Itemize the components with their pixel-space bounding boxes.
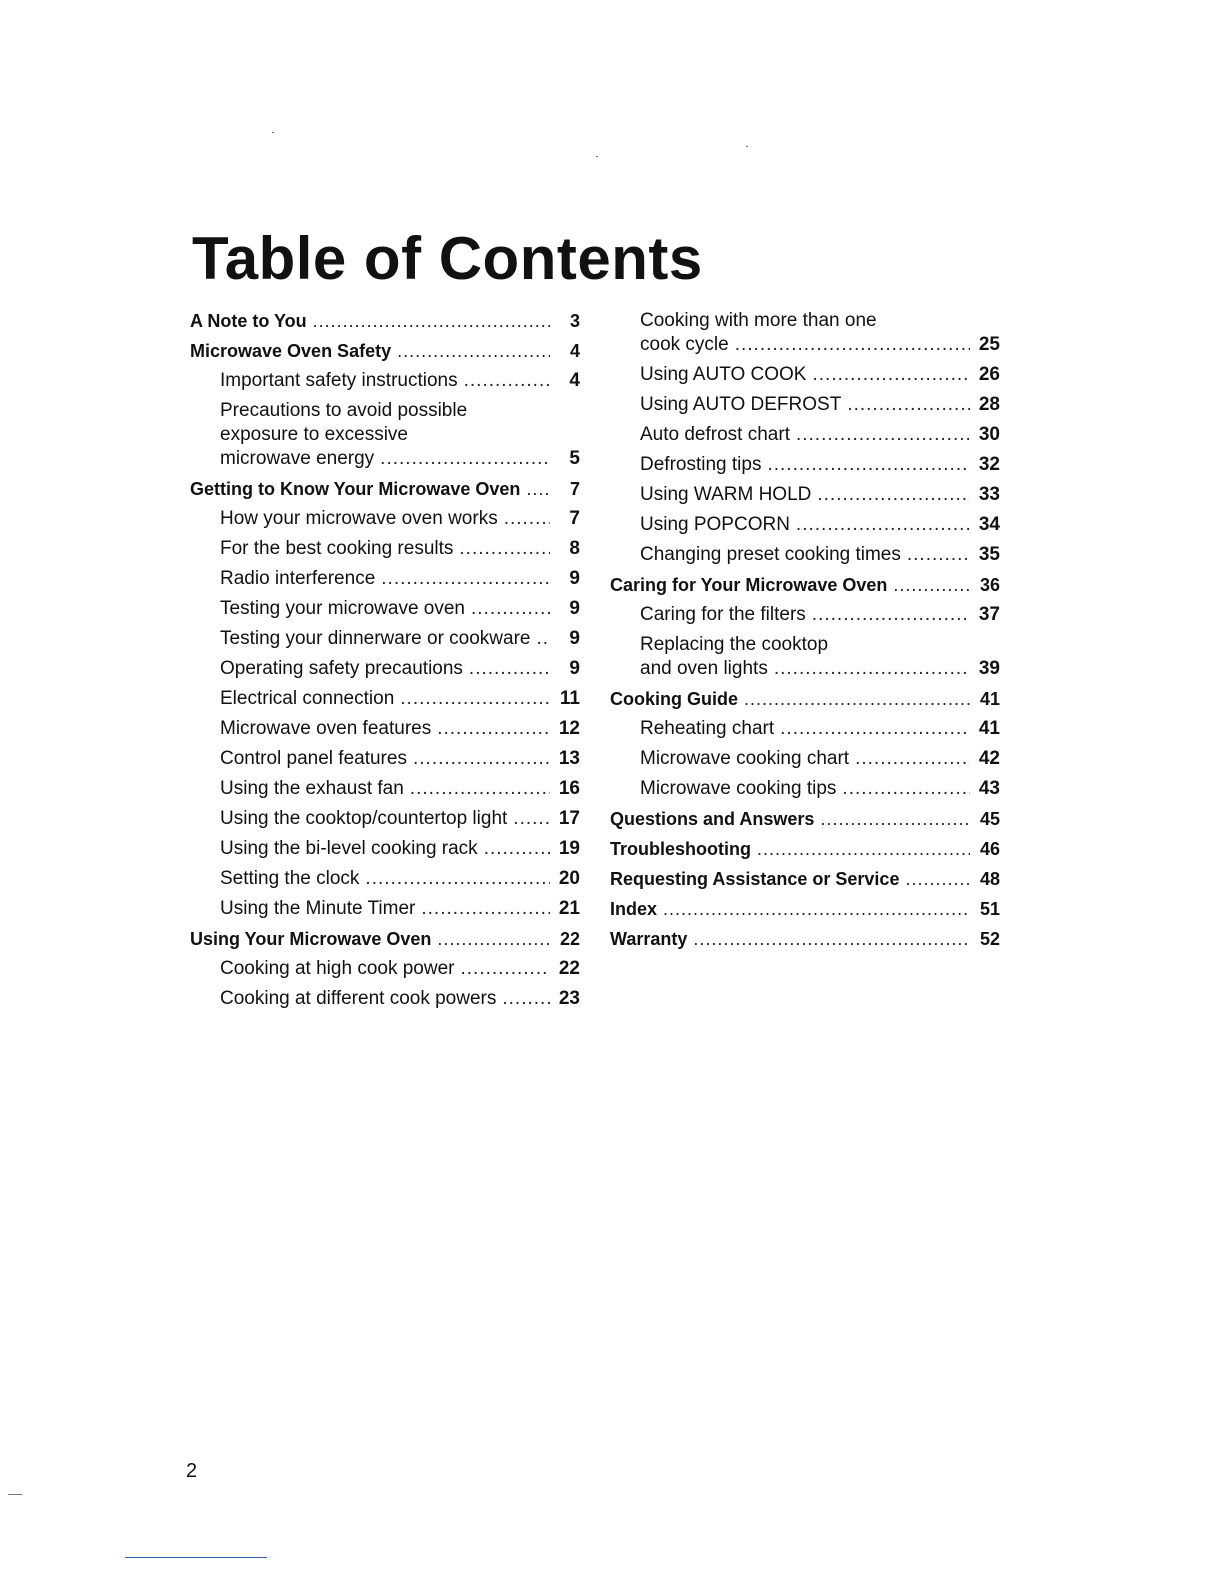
toc-page-number: 34 [978, 514, 1000, 535]
dot-leader [820, 807, 970, 831]
toc-page-number: 41 [979, 689, 1000, 709]
toc-entry-title: Requesting Assistance or Service [610, 869, 900, 889]
toc-subsection-entry [220, 807, 580, 831]
dot-leader [780, 717, 970, 741]
dot-leader [526, 477, 550, 501]
toc-subsection-entry [640, 483, 1000, 507]
toc-section-entry [610, 573, 1000, 597]
toc-subsection-entry [220, 627, 580, 651]
dot-leader [464, 369, 550, 393]
dot-leader [380, 447, 550, 471]
toc-entry-title: Warranty [610, 929, 688, 949]
toc-section-entry [610, 687, 1000, 711]
toc-subsection-entry [220, 837, 580, 861]
dot-leader [484, 837, 550, 861]
dot-leader [513, 807, 550, 831]
dot-leader [744, 687, 970, 711]
dot-leader [460, 957, 550, 981]
toc-page-number: 30 [978, 424, 1000, 445]
scan-speck [272, 132, 274, 133]
toc-subsection-entry [220, 867, 580, 891]
toc-entry-title: and oven lights [640, 658, 768, 679]
toc-subsection-entry [220, 507, 580, 531]
toc-entry-title: Microwave cooking chart [640, 748, 850, 769]
toc-subsection-entry [220, 747, 580, 771]
dot-leader [537, 627, 551, 651]
toc-section-entry [190, 927, 580, 951]
dot-leader [817, 483, 970, 507]
toc-entry-title-line: Replacing the cooktop [640, 634, 829, 655]
toc-subsection-entry [640, 393, 1000, 417]
page-title: Table of Contents [192, 225, 703, 292]
toc-entry-title: Using POPCORN [640, 514, 790, 535]
toc-page-number: 5 [569, 448, 580, 469]
toc-subsection-entry [220, 717, 580, 741]
toc-subsection-entry [640, 603, 1000, 627]
dot-leader [437, 717, 550, 741]
toc-entry-title: Changing preset cooking times [640, 544, 901, 565]
scan-speck [8, 1494, 22, 1495]
toc-entry-title: Questions and Answers [610, 809, 815, 829]
toc-section-entry [610, 837, 1000, 861]
toc-page-number: 4 [569, 341, 580, 361]
toc-left-column [190, 309, 580, 1011]
dot-leader [847, 393, 970, 417]
dot-leader [812, 363, 970, 387]
toc-entry-title-line: Cooking with more than one [640, 310, 877, 331]
toc-section-entry [190, 339, 580, 363]
toc-subsection-entry [220, 897, 580, 921]
toc-page-number: 25 [978, 334, 1000, 355]
toc-page-number: 22 [558, 958, 580, 979]
toc-entry-title: Control panel features [220, 748, 407, 769]
toc-subsection-entry [220, 567, 580, 591]
toc-entry-title: How your microwave oven works [220, 508, 498, 529]
toc-subsection-entry [640, 633, 1000, 681]
toc-entry-title: Index [610, 899, 658, 919]
dot-leader [502, 987, 550, 1011]
toc-page-number: 23 [558, 988, 580, 1009]
toc-subsection-entry [220, 657, 580, 681]
toc-entry-title: Using the cooktop/countertop light [220, 808, 508, 829]
dot-leader [735, 333, 970, 357]
dot-leader [413, 747, 550, 771]
toc-entry-title: Using the bi-level cooking rack [220, 838, 478, 859]
toc-page-number: 36 [979, 575, 1000, 595]
toc-section-entry [610, 897, 1000, 921]
bottom-rule [125, 1557, 267, 1558]
toc-entry-title: Microwave Oven Safety [190, 341, 392, 361]
toc-entry-title: Cooking at different cook powers [220, 988, 497, 1009]
dot-leader [855, 747, 970, 771]
toc-page-number: 13 [558, 748, 580, 769]
dot-leader [774, 657, 970, 681]
toc-subsection-entry [640, 543, 1000, 567]
dot-leader [365, 867, 550, 891]
toc-subsection-entry [640, 513, 1000, 537]
dot-leader [410, 777, 550, 801]
toc-entry-title: Auto defrost chart [640, 424, 790, 445]
page-number: 2 [186, 1460, 198, 1482]
toc-page-number: 9 [569, 598, 580, 619]
toc-page-number: 28 [978, 394, 1000, 415]
toc-subsection-entry [640, 453, 1000, 477]
toc-page-number: 19 [558, 838, 580, 859]
toc-subsection-entry [640, 363, 1000, 387]
toc-page-number: 12 [558, 718, 580, 739]
dot-leader [663, 897, 970, 921]
toc-entry-title: A Note to You [190, 311, 307, 331]
toc-entry-title: Radio interference [220, 568, 376, 589]
toc-page-number: 48 [979, 869, 1000, 889]
toc-subsection-entry [220, 537, 580, 561]
dot-leader [757, 837, 970, 861]
dot-leader [437, 927, 550, 951]
toc-page-number: 39 [978, 658, 1000, 679]
toc-subsection-entry [220, 399, 580, 471]
toc-entry-title: Reheating chart [640, 718, 775, 739]
dot-leader [421, 897, 550, 921]
toc-section-entry [610, 867, 1000, 891]
toc-entry-title: For the best cooking results [220, 538, 454, 559]
dot-leader [893, 573, 970, 597]
toc-entry-title: Using Your Microwave Oven [190, 929, 432, 949]
toc-page-number: 45 [979, 809, 1000, 829]
dot-leader [471, 597, 550, 621]
toc-page-number: 9 [569, 628, 580, 649]
dot-leader [693, 927, 970, 951]
dot-leader [397, 339, 550, 363]
toc-page-number: 33 [978, 484, 1000, 505]
toc-page-number: 37 [978, 604, 1000, 625]
toc-page-number: 21 [558, 898, 580, 919]
toc-entry-title: Using AUTO COOK [640, 364, 807, 385]
toc-entry-title: Microwave oven features [220, 718, 432, 739]
toc-entry-title-line: exposure to excessive [220, 424, 408, 445]
dot-leader [796, 423, 970, 447]
scan-speck [746, 146, 748, 147]
toc-page-number: 4 [569, 370, 580, 391]
toc-entry-title: Using the exhaust fan [220, 778, 404, 799]
toc-entry-title: Caring for Your Microwave Oven [610, 575, 888, 595]
toc-page-number: 26 [978, 364, 1000, 385]
toc-entry-title: Operating safety precautions [220, 658, 463, 679]
toc-right-column [610, 309, 1000, 951]
toc-section-entry [190, 477, 580, 501]
toc-entry-title: microwave energy [220, 448, 375, 469]
toc-page-number: 42 [978, 748, 1000, 769]
scan-speck [596, 156, 598, 157]
toc-entry-title: cook cycle [640, 334, 729, 355]
toc-entry-title: Using AUTO DEFROST [640, 394, 842, 415]
toc-page-number: 43 [978, 778, 1000, 799]
toc-page-number: 51 [979, 899, 1000, 919]
dot-leader [812, 603, 970, 627]
toc-page-number: 22 [559, 929, 580, 949]
toc-section-entry [610, 927, 1000, 951]
toc-page-number: 20 [558, 868, 580, 889]
toc-entry-title: Using WARM HOLD [640, 484, 812, 505]
toc-page-number: 16 [558, 778, 580, 799]
toc-subsection-entry [640, 717, 1000, 741]
toc-page-number: 7 [569, 508, 580, 529]
toc-entry-title-line: Precautions to avoid possible [220, 400, 468, 421]
toc-entry-title: Getting to Know Your Microwave Oven [190, 479, 521, 499]
dot-leader [504, 507, 550, 531]
toc-subsection-entry [220, 957, 580, 981]
toc-page-number: 9 [569, 568, 580, 589]
toc-subsection-entry [220, 369, 580, 393]
toc-page-number: 46 [979, 839, 1000, 859]
toc-subsection-entry [640, 777, 1000, 801]
toc-entry-title: Using the Minute Timer [220, 898, 416, 919]
dot-leader [313, 309, 550, 333]
toc-page-number: 8 [569, 538, 580, 559]
toc-section-entry [610, 807, 1000, 831]
toc-entry-title: Troubleshooting [610, 839, 751, 859]
toc-entry-title: Cooking at high cook power [220, 958, 455, 979]
toc-entry-title: Cooking Guide [610, 689, 738, 709]
dot-leader [381, 567, 550, 591]
toc-subsection-entry [220, 777, 580, 801]
toc-entry-title: Microwave cooking tips [640, 778, 837, 799]
toc-page-number: 3 [569, 311, 580, 331]
dot-leader [459, 537, 550, 561]
dot-leader [796, 513, 970, 537]
toc-page-number: 17 [558, 808, 580, 829]
toc-subsection-entry [220, 597, 580, 621]
dot-leader [907, 543, 970, 567]
toc-entry-title: Caring for the filters [640, 604, 806, 625]
dot-leader [469, 657, 550, 681]
toc-page-number: 52 [979, 929, 1000, 949]
dot-leader [400, 687, 550, 711]
toc-page-number: 7 [569, 479, 580, 499]
toc-entry-title: Electrical connection [220, 688, 395, 709]
toc-entry-title: Testing your microwave oven [220, 598, 465, 619]
toc-entry-title: Testing your dinnerware or cookware [220, 628, 531, 649]
toc-section-entry [190, 309, 580, 333]
toc-entry-title: Important safety instructions [220, 370, 458, 391]
toc-subsection-entry [640, 309, 1000, 357]
toc-entry-title: Setting the clock [220, 868, 360, 889]
toc-page-number: 41 [978, 718, 1000, 739]
toc-subsection-entry [640, 423, 1000, 447]
toc-page-number: 11 [559, 688, 580, 709]
toc-page-number: 35 [978, 544, 1000, 565]
dot-leader [905, 867, 970, 891]
dot-leader [767, 453, 970, 477]
dot-leader [842, 777, 970, 801]
toc-subsection-entry [220, 987, 580, 1011]
toc-subsection-entry [640, 747, 1000, 771]
toc-page-number: 32 [978, 454, 1000, 475]
toc-entry-title: Defrosting tips [640, 454, 762, 475]
toc-page-number: 9 [569, 658, 580, 679]
toc-subsection-entry [220, 687, 580, 711]
